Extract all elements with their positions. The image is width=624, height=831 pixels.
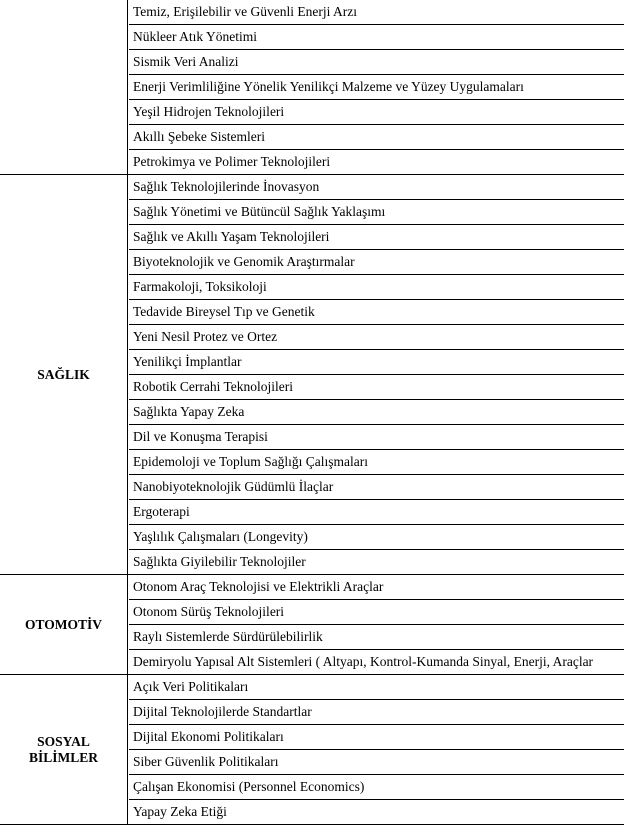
table-row: Nükleer Atık Yönetimi: [129, 24, 624, 49]
table-row: Farmakoloji, Toksikoloji: [129, 274, 624, 299]
table-row: Sismik Veri Analizi: [129, 49, 624, 74]
table-row: Siber Güvenlik Politikaları: [129, 749, 624, 774]
table-row: Yeşil Hidrojen Teknolojileri: [129, 99, 624, 124]
table-row: Sağlık Yönetimi ve Bütüncül Sağlık Yaklaşımı: [129, 199, 624, 224]
table-section: [0, 0, 624, 174]
table-row: Epidemoloji ve Toplum Sağlığı Çalışmaları: [129, 449, 624, 474]
table-row: Ergoterapi: [129, 499, 624, 524]
table-row: Demiryolu Yapısal Alt Sistemleri ( Altyapı, Kontrol-Kumanda Sinyal, Enerji, Araçlar: [129, 649, 624, 674]
table-section: [0, 674, 624, 824]
table-row: Akıllı Şebeke Sistemleri: [129, 124, 624, 149]
table-row: Dil ve Konuşma Terapisi: [129, 424, 624, 449]
table-row: Dijital Ekonomi Politikaları: [129, 724, 624, 749]
table-row: Yapay Zeka Etiği: [129, 799, 624, 824]
category-cell: [0, 575, 128, 674]
table-row: Sağlık Teknolojilerinde İnovasyon: [133, 179, 320, 194]
category-label: SAĞLIK: [37, 366, 90, 382]
table-row: Otonom Sürüş Teknolojileri: [129, 599, 624, 624]
table-row: Nanobiyoteknolojik Güdümlü İlaçlar: [129, 474, 624, 499]
table-bottom-border: [0, 824, 624, 825]
category-cell: [0, 175, 128, 574]
category-cell: [0, 675, 128, 824]
table-row: Robotik Cerrahi Teknolojileri: [129, 374, 624, 399]
table-row: Petrokimya ve Polimer Teknolojileri: [129, 149, 624, 174]
table-row: Sağlık ve Akıllı Yaşam Teknolojileri: [129, 224, 624, 249]
table-row: Tedavide Bireysel Tıp ve Genetik: [129, 299, 624, 324]
table-row: Sağlıkta Yapay Zeka: [129, 399, 624, 424]
table-row: Temiz, Erişilebilir ve Güvenli Enerji Arzı: [129, 0, 624, 24]
table-row: Sağlıkta Giyilebilir Teknolojiler: [129, 549, 624, 574]
table-row: Dijital Teknolojilerde Standartlar: [129, 699, 624, 724]
table-section: [0, 174, 624, 574]
table-row: Yenilikçi İmplantlar: [129, 349, 624, 374]
table-row: Otonom Araç Teknolojisi ve Elektrikli Araçlar: [133, 579, 384, 594]
table-row: Çalışan Ekonomisi (Personnel Economics): [129, 774, 624, 799]
table-row: Yaşlılık Çalışmaları (Longevity): [129, 524, 624, 549]
table-row: Yeni Nesil Protez ve Ortez: [129, 324, 624, 349]
table-row: Biyoteknolojik ve Genomik Araştırmalar: [129, 249, 624, 274]
table-section: [0, 574, 624, 674]
table-row: Açık Veri Politikaları: [133, 679, 249, 694]
category-label: SOSYAL BİLİMLER: [28, 733, 99, 765]
category-cell: [0, 0, 128, 174]
category-label: OTOMOTİV: [24, 616, 102, 632]
table-row: Enerji Verimliliğine Yönelik Yenilikçi Malzeme ve Yüzey Uygulamaları: [129, 74, 624, 99]
table-row: Raylı Sistemlerde Sürdürülebilirlik: [129, 624, 624, 649]
